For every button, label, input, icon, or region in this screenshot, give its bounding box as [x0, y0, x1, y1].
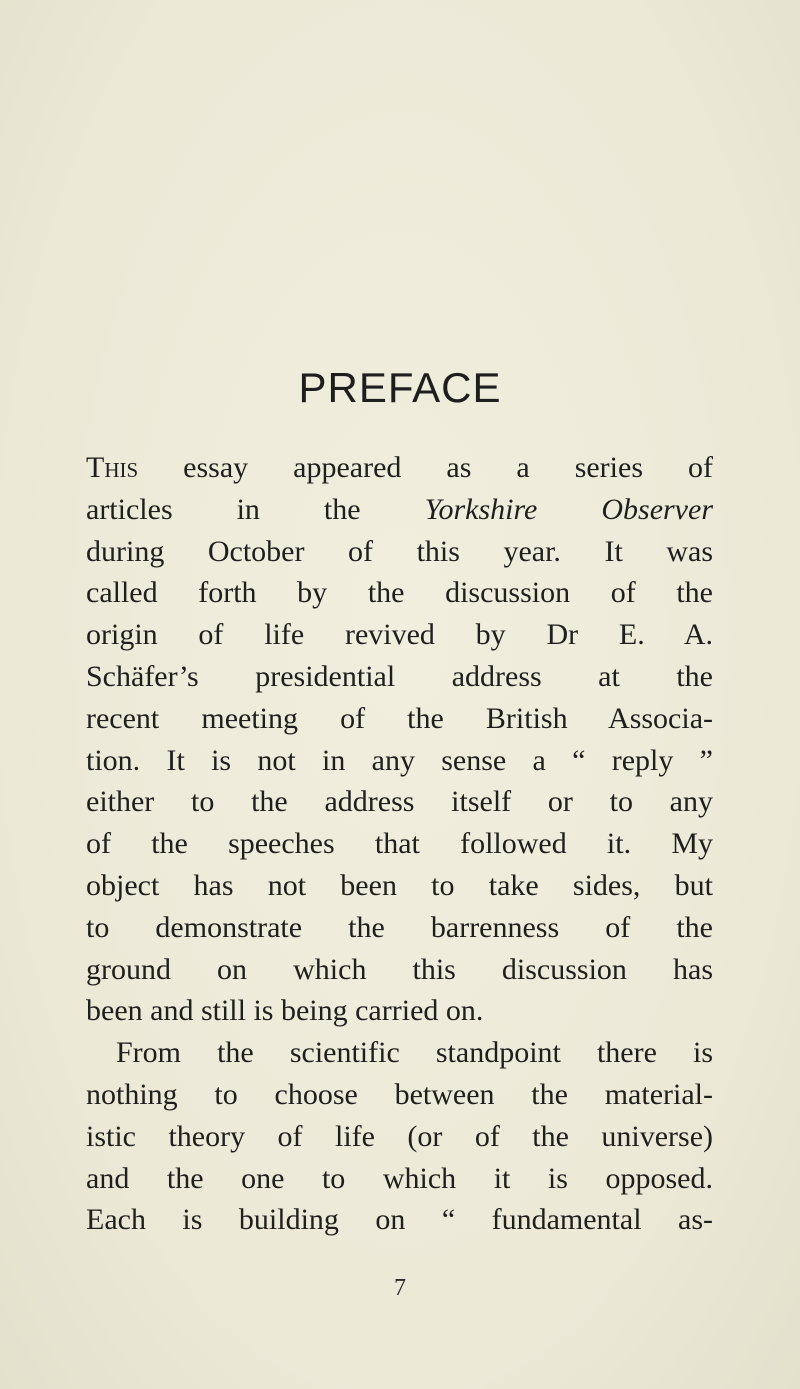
- text-line: called forth by the discussion of the: [86, 576, 713, 610]
- text-line: and the one to which it is opposed.: [86, 1161, 713, 1195]
- page-number: 7: [394, 1275, 406, 1301]
- text-line: to demonstrate the barrenness of the: [86, 910, 713, 944]
- page-title: PREFACE: [298, 364, 502, 411]
- newspaper-title: Yorkshire Observer: [424, 492, 713, 526]
- text-line: Schäfer’s presidential address at the: [86, 659, 713, 693]
- text-line: nothing to choose between the material-: [86, 1077, 713, 1111]
- text-line: been and still is being carried on.: [86, 994, 484, 1028]
- text-line: either to the address itself or to any: [86, 785, 713, 819]
- text-line: Each is building on “ fundamental as-: [86, 1203, 713, 1237]
- text-line: recent meeting of the British Associa-: [86, 701, 713, 735]
- text-line: of the speeches that followed it. My: [86, 827, 713, 861]
- text-line: istic theory of life (or of the universe): [86, 1119, 713, 1153]
- preface-text: [86, 447, 713, 1241]
- text-fragment: articles in the: [86, 492, 425, 526]
- text-fragment: essay appeared as a series of: [138, 451, 713, 484]
- text-line: during October of this year. It was: [86, 534, 713, 568]
- text-line: From the scientific standpoint there is: [116, 1036, 713, 1070]
- text-line: [86, 489, 713, 531]
- text-line: [86, 447, 713, 489]
- text-line: origin of life revived by Dr E. A.: [86, 618, 713, 652]
- opening-word: This: [86, 451, 139, 484]
- text-line: object has not been to take sides, but: [86, 868, 713, 902]
- text-line: ground on which this discussion has: [86, 952, 713, 986]
- text-line: tion. It is not in any sense a “ reply ”: [86, 743, 713, 777]
